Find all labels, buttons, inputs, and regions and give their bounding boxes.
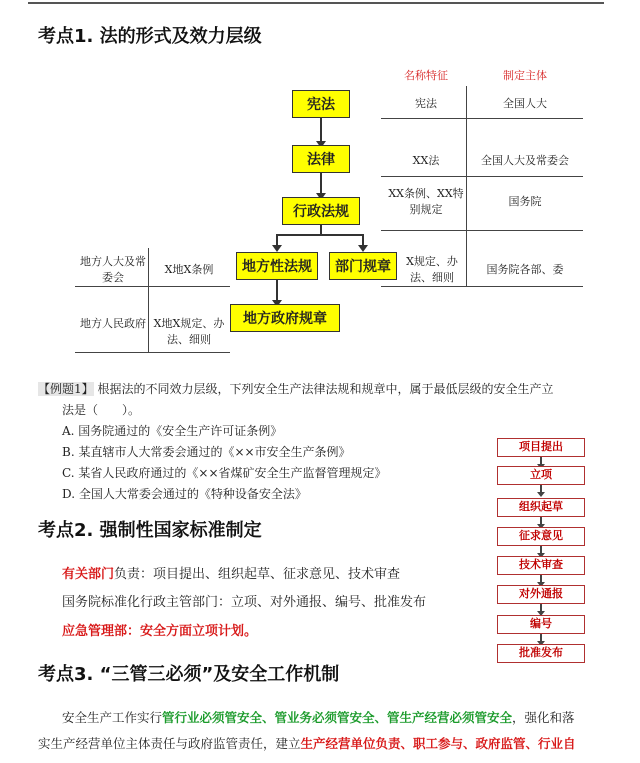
rt-row1-name: 宪法	[415, 97, 437, 110]
flow-arrow-5	[540, 575, 542, 583]
flow-step-2: 立项	[497, 466, 585, 485]
flow-step-7: 编号	[497, 615, 585, 634]
flow-arrow-1	[540, 457, 542, 465]
branch-bar	[276, 234, 364, 236]
flow-arrow-6	[540, 604, 542, 612]
flow-step-4: 征求意见	[497, 527, 585, 546]
section2-line2: 国务院标准化行政主管部门：立项、对外通报、编号、批准发布	[62, 595, 427, 610]
section3-heading: 考点3. “三管三必须”及安全工作机制	[38, 664, 340, 685]
flow-step-8: 批准发布	[497, 644, 585, 663]
lt-vline	[148, 248, 149, 352]
col-header-body: 制定主体	[503, 69, 547, 82]
flow-step-1: 项目提出	[497, 438, 585, 457]
rt-row3-name: XX条例、XX特别规定	[388, 187, 464, 216]
lt-row1-body: 地方人大及常委会	[80, 255, 146, 284]
flow-step-6: 对外通报	[497, 585, 585, 604]
section3-line2	[38, 734, 628, 752]
rt-row4-body: 国务院各部、委	[486, 263, 564, 276]
rt-vline	[466, 86, 467, 286]
lt-line-1	[75, 286, 230, 287]
section2-heading: 考点2. 强制性国家标准制定	[38, 520, 262, 541]
flow-arrow-4	[540, 546, 542, 554]
example-tag: 【例题1】	[38, 382, 94, 396]
box-local-gov-rules: 地方政府规章	[230, 304, 340, 332]
box-law: 法律	[292, 145, 350, 173]
rt-row1-body: 全国人大	[503, 97, 547, 110]
section2-line1-rest: 负责：项目提出、组织起草、征求意见、技术审查	[114, 567, 401, 582]
lt-line-2	[75, 352, 230, 353]
section1-heading: 考点1. 法的形式及效力层级	[38, 26, 262, 47]
arrow-3	[276, 235, 278, 246]
arrow-5	[276, 280, 278, 301]
flow-arrow-3	[540, 517, 542, 525]
section3-p1-a: 安全生产工作实行	[62, 710, 163, 725]
lt-row1-name: X地X条例	[164, 263, 214, 276]
rt-line-4	[381, 286, 583, 287]
option-b: B. 某直辖市人大常委会通过的《××市安全生产条例》	[62, 445, 351, 459]
example-question	[38, 380, 602, 397]
box-local-regulations: 地方性法规	[236, 252, 318, 280]
section3-p2-a: 实生产经营单位主体责任与政府监管责任，建立	[38, 736, 301, 751]
arrow-1	[320, 118, 322, 142]
section2-line3	[62, 620, 257, 639]
section3-p1-green: 管行业必须管安全、管业务必须管安全、管生产经营必须管安全	[162, 710, 513, 725]
flow-step-3: 组织起草	[497, 498, 585, 517]
top-rule	[28, 2, 604, 4]
section3-p2-red: 生产经营单位负责、职工参与、政府监管、行业自	[300, 736, 576, 751]
rt-row2-body: 全国人大及常委会	[481, 154, 569, 167]
rt-line-3	[381, 230, 583, 231]
rt-line-1	[381, 118, 583, 119]
example-question-text: 根据法的不同效力层级，下列安全生产法律法规和规章中，属于最低层级的安全生产立	[97, 382, 554, 396]
section2-line3-red: 应急管理部：	[62, 624, 141, 639]
rt-row3-body: 国务院	[508, 195, 542, 208]
box-dept-rules: 部门规章	[329, 252, 397, 280]
lt-row2-body: 地方人民政府	[80, 317, 146, 330]
arrow-4	[362, 235, 364, 246]
box-admin-regulations: 行政法规	[282, 197, 360, 225]
lt-row2-name: X地X规定、办法、细则	[153, 317, 225, 346]
rt-line-2	[381, 176, 583, 177]
example-question-line2: 法是（ ）。	[62, 403, 141, 417]
section2-line3-rest: 安全方面立项计划。	[140, 624, 258, 639]
section3-line1	[62, 708, 622, 726]
flow-arrow-7	[540, 634, 542, 642]
arrow-2	[320, 173, 322, 194]
box-constitution: 宪法	[292, 90, 350, 118]
flow-arrow-2	[540, 485, 542, 493]
option-c: C. 某省人民政府通过的《××省煤矿安全生产监督管理规定》	[62, 466, 387, 480]
section3-p1-b: ，强化和落	[512, 710, 575, 725]
col-header-name: 名称特征	[404, 69, 448, 82]
option-a: A. 国务院通过的《安全生产许可证条例》	[62, 424, 283, 438]
section2-line1-red: 有关部门	[62, 567, 115, 582]
rt-row4-name: X规定、办法、细则	[406, 255, 458, 284]
rt-row2-name: XX法	[412, 154, 440, 167]
section2-line1	[62, 563, 400, 582]
flow-step-5: 技术审查	[497, 556, 585, 575]
option-d: D. 全国人大常委会通过的《特种设备安全法》	[62, 487, 307, 501]
